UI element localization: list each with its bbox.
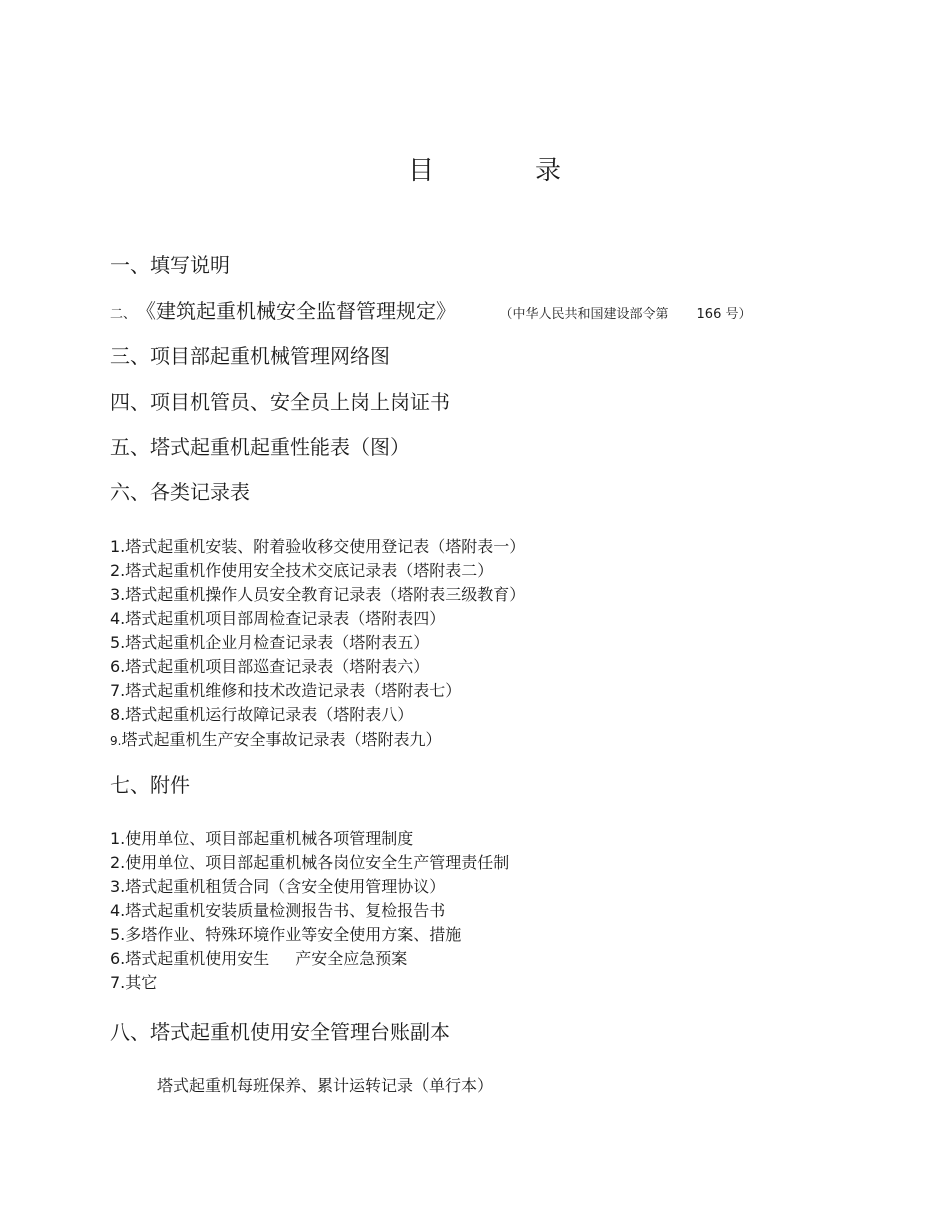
section-label: 各类记录表 — [150, 480, 250, 504]
attachment-item — [110, 876, 445, 898]
item-label: 使用单位、项目部起重机械各项管理制度 — [125, 829, 414, 848]
item-index: 2. — [110, 561, 126, 580]
section-number: 五、 — [110, 435, 150, 459]
toc-section-1 — [110, 252, 230, 278]
attachment-item — [110, 924, 461, 946]
toc-section-2 — [110, 298, 751, 328]
page-title — [0, 150, 950, 190]
toc-section-7 — [110, 772, 190, 798]
record-item — [110, 704, 413, 726]
attachment-item — [110, 972, 157, 994]
section-label: 塔式起重机使用安全管理台账副本 — [150, 1020, 450, 1044]
item-label: 塔式起重机使用安生 — [125, 949, 270, 968]
section-label: 塔式起重机起重性能表（图） — [150, 435, 410, 459]
toc-section-4 — [110, 389, 450, 415]
item-label: 多塔作业、特殊环境作业等安全使用方案、措施 — [125, 925, 462, 944]
toc-section-5 — [110, 434, 410, 460]
item-label-continued: 产安全应急预案 — [295, 949, 408, 968]
item-index: 7. — [110, 681, 126, 700]
section-number: 六、 — [110, 480, 150, 504]
record-item — [110, 632, 429, 654]
note-number: 166 号） — [696, 307, 752, 322]
ledger-sub-item: 塔式起重机每班保养、累计运转记录（单行本） — [157, 1076, 494, 1095]
attachment-item — [110, 852, 509, 874]
toc-section-3 — [110, 343, 390, 369]
item-index: 2. — [110, 853, 126, 872]
section-number: 八、 — [110, 1020, 150, 1044]
attachment-item — [110, 828, 413, 850]
section-label: 项目机管员、安全员上岗上岗证书 — [150, 390, 450, 414]
item-label: 塔式起重机项目部巡查记录表（塔附表六） — [125, 657, 430, 676]
record-item — [110, 680, 461, 702]
item-label: 塔式起重机项目部周检查记录表（塔附表四） — [125, 609, 446, 628]
item-label: 塔式起重机作使用安全技术交底记录表（塔附表二） — [125, 561, 494, 580]
item-index: 1. — [110, 829, 126, 848]
item-index: 6. — [110, 949, 126, 968]
item-label: 塔式起重机安装质量检测报告书、复检报告书 — [125, 901, 446, 920]
section-number: 四、 — [110, 390, 150, 414]
title-char-1: 目 — [408, 156, 435, 186]
item-label: 塔式起重机运行故障记录表（塔附表八） — [125, 705, 414, 724]
section-label: 附件 — [150, 773, 190, 797]
section-label: 《建筑起重机械安全监督管理规定》 — [146, 299, 457, 323]
record-item — [110, 584, 525, 606]
section-label: 项目部起重机械管理网络图 — [150, 344, 390, 368]
item-label: 塔式起重机生产安全事故记录表（塔附表九） — [121, 730, 442, 749]
item-label: 塔式起重机维修和技术改造记录表（塔附表七） — [125, 681, 462, 700]
attachment-item — [110, 900, 445, 922]
section-number: 七、 — [110, 773, 150, 797]
item-index: 4. — [110, 901, 126, 920]
title-char-2: 录 — [535, 156, 562, 186]
record-item — [110, 729, 441, 752]
section-label: 填写说明 — [150, 253, 230, 277]
section-number: 三、 — [110, 344, 150, 368]
item-label: 使用单位、项目部起重机械各岗位安全生产管理责任制 — [125, 853, 510, 872]
record-item — [110, 608, 445, 630]
item-index: 3. — [110, 877, 126, 896]
item-label: 塔式起重机企业月检查记录表（塔附表五） — [125, 633, 430, 652]
item-index: 8. — [110, 705, 126, 724]
record-item — [110, 560, 493, 582]
item-index: 5. — [110, 925, 126, 944]
record-item — [110, 656, 429, 678]
item-index: 3. — [110, 585, 126, 604]
item-index: 7. — [110, 973, 126, 992]
attachment-item — [110, 948, 407, 970]
section-note — [506, 307, 751, 322]
toc-section-6 — [110, 479, 250, 505]
item-index: 9. — [110, 734, 122, 748]
section-number: 二、 — [110, 307, 137, 322]
item-label: 塔式起重机租赁合同（含安全使用管理协议） — [125, 877, 446, 896]
item-index: 6. — [110, 657, 126, 676]
item-label: 塔式起重机安装、附着验收移交使用登记表（塔附表一） — [125, 537, 526, 556]
record-item — [110, 536, 525, 558]
item-label: 其它 — [125, 973, 158, 992]
item-label: 塔式起重机操作人员安全教育记录表（塔附表三级教育） — [125, 585, 526, 604]
item-index: 4. — [110, 609, 126, 628]
item-index: 1. — [110, 537, 126, 556]
item-index: 5. — [110, 633, 126, 652]
section-number: 一、 — [110, 253, 150, 277]
note-text: （中华人民共和国建设部令第 — [506, 307, 669, 322]
toc-section-8 — [110, 1019, 450, 1045]
